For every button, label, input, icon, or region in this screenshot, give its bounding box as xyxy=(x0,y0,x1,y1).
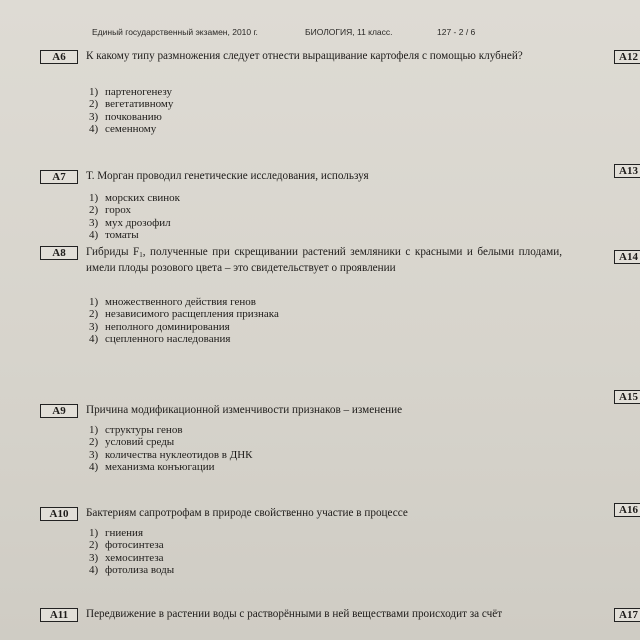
question-text: Т. Морган проводил генетические исследования, используя xyxy=(86,170,369,182)
option-text: условий среды xyxy=(105,436,175,449)
option-text: почкованию xyxy=(105,110,162,123)
option-text: неполного доминирования xyxy=(105,320,230,333)
question-label-a14: А14 xyxy=(614,250,640,264)
answer-option[interactable] xyxy=(89,461,253,473)
option-text: партеногенезу xyxy=(105,86,172,98)
option-text: фотолиза воды xyxy=(105,563,175,576)
option-text: горох xyxy=(105,204,131,217)
option-text: сцепленного наследования xyxy=(105,332,231,345)
option-number: 2) xyxy=(89,98,99,111)
option-number: 4) xyxy=(89,332,99,345)
header-subject: БИОЛОГИЯ, 11 класс. xyxy=(305,27,393,37)
answer-option[interactable] xyxy=(89,436,253,448)
answer-option[interactable] xyxy=(89,217,180,229)
question-label: А10 xyxy=(40,507,78,521)
answer-option[interactable] xyxy=(89,86,173,98)
answer-option[interactable] xyxy=(89,527,174,539)
question-text: Передвижение в растении воды с растворёнными в ней веществами происходит за счёт xyxy=(86,608,503,620)
option-number: 2) xyxy=(89,204,99,217)
option-text: хемосинтеза xyxy=(105,551,164,564)
question-label: А7 xyxy=(40,170,78,184)
answer-options xyxy=(89,424,253,473)
answer-options xyxy=(89,527,174,576)
answer-option[interactable] xyxy=(89,98,173,110)
option-number: 2) xyxy=(89,308,99,321)
option-text: множественного действия генов xyxy=(105,296,256,308)
question-label-a17: А17 xyxy=(614,608,640,622)
question-label: А11 xyxy=(40,608,78,622)
option-number: 2) xyxy=(89,539,99,552)
option-text: количества нуклеотидов в ДНК xyxy=(105,448,253,461)
option-number: 4) xyxy=(89,228,99,241)
header-page-number: 127 - 2 / 6 xyxy=(437,27,476,37)
answer-options xyxy=(89,192,180,241)
option-number: 3) xyxy=(89,551,99,564)
option-text: фотосинтеза xyxy=(105,539,164,552)
answer-option[interactable] xyxy=(89,296,279,308)
option-text: структуры генов xyxy=(105,424,183,436)
option-text: томаты xyxy=(105,228,139,241)
option-number: 1) xyxy=(89,527,99,539)
generation-subscript: 1 xyxy=(139,251,143,259)
answer-option[interactable] xyxy=(89,564,174,576)
answer-option[interactable] xyxy=(89,333,279,345)
answer-option[interactable] xyxy=(89,192,180,204)
option-number: 3) xyxy=(89,320,99,333)
option-text: мух дрозофил xyxy=(105,216,171,229)
option-text: гниения xyxy=(105,527,144,539)
option-number: 1) xyxy=(89,86,99,98)
question-text-end: , полученные при скрещивании растений земляники с красными и белыми плодами, имели плоды розового цвета – это свидетельствует о проявлении xyxy=(86,246,562,274)
option-text: вегетативному xyxy=(105,98,174,111)
question-text: К какому типу размножения следует отнести выращивание картофеля с помощью клубней? xyxy=(86,50,523,62)
option-number: 1) xyxy=(89,192,99,204)
option-number: 1) xyxy=(89,296,99,308)
option-number: 4) xyxy=(89,460,99,473)
question-text: Бактериям сапротрофам в природе свойственно участие в процессе xyxy=(86,507,408,519)
option-number: 4) xyxy=(89,122,99,135)
option-number: 3) xyxy=(89,448,99,461)
header-exam-title: Единый государственный экзамен, 2010 г. xyxy=(92,27,258,37)
question-label-a16: А16 xyxy=(614,503,640,517)
question-label: А9 xyxy=(40,404,78,418)
question-text xyxy=(86,246,562,275)
answer-option[interactable] xyxy=(89,539,174,551)
option-number: 2) xyxy=(89,436,99,449)
question-label: А8 xyxy=(40,246,78,260)
answer-option[interactable] xyxy=(89,229,180,241)
answer-option[interactable] xyxy=(89,204,180,216)
answer-option[interactable] xyxy=(89,424,253,436)
option-text: независимого расщепления признака xyxy=(105,308,279,321)
answer-option[interactable] xyxy=(89,308,279,320)
answer-option[interactable] xyxy=(89,123,173,135)
option-text: семенному xyxy=(105,122,157,135)
option-number: 3) xyxy=(89,216,99,229)
question-text: Причина модификационной изменчивости признаков – изменение xyxy=(86,404,403,416)
question-label: А6 xyxy=(40,50,78,64)
question-label-a12: А12 xyxy=(614,50,640,64)
answer-option[interactable] xyxy=(89,552,174,564)
answer-options xyxy=(89,296,279,345)
answer-option[interactable] xyxy=(89,449,253,461)
option-number: 3) xyxy=(89,110,99,123)
answer-option[interactable] xyxy=(89,111,173,123)
option-number: 4) xyxy=(89,563,99,576)
option-number: 1) xyxy=(89,424,99,436)
question-label-a13: А13 xyxy=(614,164,640,178)
question-text-start: Гибриды F xyxy=(86,246,140,258)
option-text: механизма конъюгации xyxy=(105,460,215,473)
answer-options xyxy=(89,86,173,135)
question-label-a15: А15 xyxy=(614,390,640,404)
answer-option[interactable] xyxy=(89,321,279,333)
option-text: морских свинок xyxy=(105,192,181,204)
